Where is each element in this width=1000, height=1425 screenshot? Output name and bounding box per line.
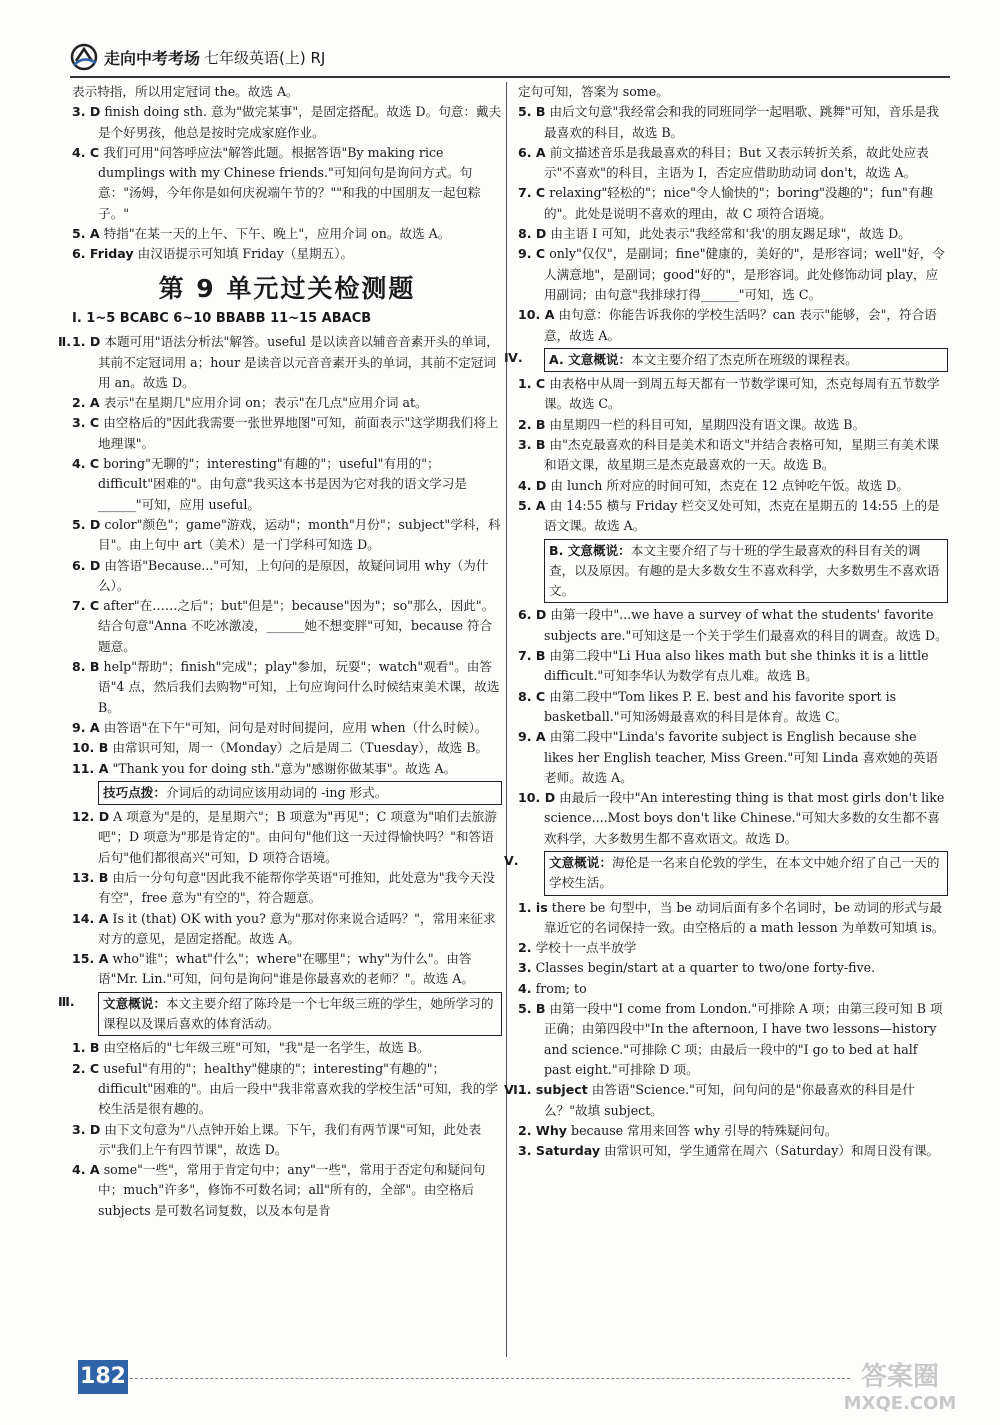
- answer-explanation: relaxing"轻松的"；nice"令人愉快的"；boring"没趣的"；fun"有趣的"。此处是说明不喜欢的理由，故 C 项符合语境。: [544, 185, 933, 221]
- answer-number: 5. A: [72, 226, 100, 242]
- answer-number: 1. subject: [518, 1082, 588, 1098]
- answer-item: [72, 413, 502, 454]
- answer-item: [72, 657, 502, 718]
- answer-item: [72, 868, 502, 909]
- answer-explanation: 前文描述音乐是我最喜欢的科目；But 又表示转折关系，故此处应表示"不喜欢"的科目，主语为 I，否定应借助助动词 don't，故选 A。: [544, 144, 929, 181]
- answer-explanation: there be 句型中，当 be 动词后面有多个名词时，be 动词的形式与最靠近它的名词保持一致。由空格后的 a math lesson 为单数可知填 is。: [544, 899, 945, 935]
- answer-item: [518, 938, 948, 958]
- answer-item: [518, 435, 948, 476]
- roman-IV: Ⅳ.: [504, 349, 523, 365]
- answer-number: 4. A: [72, 1162, 100, 1178]
- answer-explanation: 由常识可知，学生通常在周六（Saturday）和周日没有课。: [604, 1143, 940, 1159]
- answer-number: 8. B: [72, 659, 100, 675]
- section-IV: [504, 348, 948, 849]
- answer-number: 1. B: [72, 1040, 100, 1056]
- answer-explanation: help"帮助"；finish"完成"；play"参加，玩耍"；watch"观看"。由答语"4 点，然后我们去购物"可知，上句应询问什么时候结束美术课，故选 B。: [98, 659, 500, 715]
- answer-item: [72, 1059, 502, 1120]
- answer-item: [72, 949, 502, 990]
- answer-item: [72, 556, 502, 597]
- answer-explanation: 本题可用"语法分析法"解答。useful 是以读音以辅音音素开头的单词，其前不定冠词用 a；hour 是读音以元音音素开头的单词，其前不定冠词用 an。故选 D。: [98, 334, 499, 390]
- answer-item: [72, 224, 502, 244]
- answer-number: 11. A: [72, 760, 109, 776]
- answer-explanation: 学校十一点半放学: [535, 940, 637, 956]
- answer-item: [72, 807, 502, 868]
- answer-number: 1. C: [518, 376, 546, 392]
- summary-box-V: [544, 851, 948, 896]
- section-II-items-b: [72, 807, 502, 990]
- answer-explanation: 由第二段中"Li Hua also likes math but she thinks it is a little difficult."可知李华认为数学有点儿难。故选 B。: [544, 648, 929, 684]
- answer-item: [518, 605, 948, 646]
- svg-text:MXQE.COM: MXQE.COM: [843, 1393, 957, 1414]
- answer-explanation: 由第二段中"Tom likes P. E. best and his favorite sport is basketball."可知汤姆最喜欢的科目是体育。故选 C。: [544, 688, 897, 724]
- answer-item: [72, 596, 502, 657]
- right-column: [504, 82, 948, 1161]
- answer-item: [518, 687, 948, 728]
- answer-number: 10. A: [518, 307, 555, 323]
- answer-item: [518, 224, 948, 244]
- answer-number: 8. D: [518, 226, 547, 242]
- watermark-logo-icon: [820, 1355, 980, 1417]
- left-column: [58, 82, 502, 1221]
- answer-explanation: 由第二段中"Linda's favorite subject is English because she likes her English teacher, Miss Green."可知 Linda 喜欢她的英语老师。故选 A。: [544, 729, 939, 785]
- answer-number: 2. A: [72, 395, 100, 411]
- section-V-items: [518, 898, 948, 1081]
- answer-number: 1. D: [72, 334, 101, 350]
- section-IV-items: [518, 374, 948, 536]
- answer-number: 3. Saturday: [518, 1143, 601, 1159]
- answer-item: [518, 979, 948, 999]
- answer-item: [518, 496, 948, 537]
- tip-label: 技巧点拨：: [103, 784, 166, 800]
- answer-number: 3.: [518, 960, 532, 976]
- answer-explanation: 表示"在星期几"应用介词 on；表示"在几点"应用介词 at。: [103, 395, 428, 411]
- right-top-answers: [518, 82, 948, 346]
- answer-explanation: 由空格后的"七年级三班"可知，"我"是一名学生，故选 B。: [103, 1040, 430, 1056]
- answer-number: 3. D: [72, 104, 101, 120]
- answer-explanation: only"仅仅"，是副词；fine"健康的，美好的"，是形容词；well"好，令人满意地"，是副词；good"好的"，是形容词。此处修饰动词 play，应用副词；由句意"我排球打得______"可知，选 C。: [544, 246, 945, 302]
- answer-number: 2.: [518, 940, 532, 956]
- roman-V: Ⅴ.: [504, 852, 519, 868]
- answer-item: [72, 1038, 502, 1058]
- section-II-items: [72, 332, 502, 779]
- answer-item: [72, 718, 502, 738]
- answer-item: [518, 958, 948, 978]
- section-I-answers: I. 1~5 BCABC 6~10 BBABB 11~15 ABACB: [72, 310, 372, 326]
- section-IV-items-b: [518, 605, 948, 849]
- answer-explanation: Is it (that) OK with you? 意为"那对你来说合适吗？"，常用来征求对方的意见，是固定搭配。故选 A。: [98, 910, 496, 946]
- answer-explanation: some"一些"，常用于肯定句中；any"一些"，常用于否定句和疑问句中；much"许多"，修饰不可数名词；all"所有的，全部"。由空格后 subjects 是可数名词复数，以及本句是肯: [98, 1162, 486, 1218]
- answer-item: [518, 1141, 948, 1161]
- answer-item: [72, 738, 502, 758]
- answer-number: 6. A: [518, 144, 546, 160]
- answer-number: 6. D: [72, 557, 101, 573]
- answer-item: [518, 788, 948, 849]
- summary-text: 本文主要介绍了与十班的学生最喜欢的科目有关的调查，以及原因。有趣的是大多数女生不喜欢科学，大多数男生不喜欢语文。: [549, 542, 940, 599]
- answer-item: [72, 332, 502, 393]
- answer-number: 5. B: [518, 1001, 546, 1017]
- answer-explanation: who"谁"；what"什么"；where"在哪里"；why"为什么"。由答语"Mr. Lin."可知，问句是询问"谁是你最喜欢的老师？"。故选 A。: [98, 951, 474, 987]
- answer-explanation: 由表格中从周一到周五每天都有一节数学课可知，杰克每周有五节数学课。故选 C。: [544, 376, 940, 412]
- answer-item: [72, 454, 502, 515]
- summary-text: 本文主要介绍了杰克所在班级的课程表。: [631, 351, 858, 367]
- answer-item: [518, 102, 948, 143]
- answer-number: 2. C: [72, 1060, 100, 1076]
- answer-explanation: 我们可用"问答呼应法"解答此题。根据答语"By making rice dumplings with my Chinese friends."可知问句是询问方式。句意："汤姆，今年你是如何庆祝端午节的？""和我的中国朋友一起包粽子。": [98, 144, 481, 221]
- answer-number: 13. B: [72, 869, 109, 885]
- answer-item: [518, 646, 948, 687]
- continued-text: 定句可知，答案为 some。: [518, 84, 669, 99]
- answer-number: 3. B: [518, 437, 546, 453]
- answer-explanation: "Thank you for doing sth."意为"感谢你做某事"。故选 A。: [112, 760, 457, 776]
- answer-item: [518, 999, 948, 1080]
- answer-number: 5. B: [518, 104, 546, 120]
- roman-II: Ⅱ.: [58, 334, 72, 350]
- answer-number: 7. C: [72, 598, 100, 614]
- answer-number: 14. A: [72, 910, 109, 926]
- summary-label: B. 文意概说：: [549, 542, 631, 558]
- answer-number: 4.: [518, 980, 532, 996]
- answer-explanation: 由常识可知，周一（Monday）之后是周二（Tuesday），故选 B。: [112, 740, 489, 756]
- answer-explanation: 特指"在某一天的上午、下午、晚上"，应用介词 on。故选 A。: [103, 226, 451, 242]
- answer-explanation: 由汉语提示可知填 Friday（星期五）。: [137, 246, 354, 262]
- answer-item: [518, 415, 948, 435]
- summary-box-IVA: [544, 348, 948, 372]
- answer-explanation: 由星期四一栏的科目可知，星期四没有语文课。故选 B。: [549, 416, 866, 432]
- answer-item: [518, 305, 948, 346]
- answer-number: 4. D: [518, 477, 547, 493]
- unit-title: 第 9 单元过关检测题: [158, 273, 416, 303]
- answer-item: [72, 143, 502, 224]
- answer-explanation: 由 lunch 所对应的时间可知，杰克在 12 点钟吃午饭。故选 D。: [550, 477, 910, 493]
- answer-explanation: 由句意：你能告诉我你的学校生活吗？can 表示"能够，会"，符合语意，故选 A。: [544, 307, 937, 343]
- answer-explanation: 由最后一段中"An interesting thing is that most girls don't like science....Most boys don't like Chinese."可知大多数的女生都不喜欢科学，大多数男生都不喜欢语文。故选 D。: [544, 790, 945, 846]
- answer-explanation: 由第一段中"I come from London."可排除 A 项；由第三段可知 B 项正确；由第四段中"In the afternoon, I have two lessons—history and science."可排除 C 项；由最后一段中的"I go to bed at half past eight."可排除 D 项。: [544, 1001, 943, 1077]
- answer-explanation: Classes begin/start at a quarter to two/one forty-five.: [535, 960, 876, 976]
- roman-VI: Ⅵ.: [504, 1082, 523, 1098]
- answer-number: 1. is: [518, 899, 548, 915]
- answer-item: [72, 1160, 502, 1221]
- answer-item: [518, 1080, 948, 1121]
- page-number: 182: [78, 1360, 128, 1394]
- page-header: [70, 42, 325, 72]
- answer-item: [518, 1121, 948, 1141]
- section-V: [504, 851, 948, 1080]
- summary-box-IVB: [544, 539, 948, 604]
- roman-III: Ⅲ.: [58, 993, 75, 1009]
- summary-label: A. 文意概说：: [549, 351, 632, 367]
- answer-item: [518, 143, 948, 184]
- answer-number: 4. C: [72, 456, 100, 472]
- summary-text: 海伦是一名来自伦敦的学生，在本文中她介绍了自己一天的学校生活。: [549, 854, 940, 891]
- answer-explanation: boring"无聊的"；interesting"有趣的"；useful"有用的"；difficult"困难的"。由句意"我买这本书是因为它对我的语文学习是______"可知，应用 useful。: [98, 456, 467, 512]
- tip-box: [98, 781, 502, 805]
- answer-item: [72, 393, 502, 413]
- answer-explanation: 由后一分句句意"因此我不能帮你学英语"可推知，此处意为"我今天没有空"，free 意为"有空的"，符合题意。: [98, 869, 495, 906]
- answer-explanation: 由下文句意为"八点钟开始上课。下午，我们有两节课"可知，此处表示"我们上午有四节课"，故选 D。: [98, 1121, 482, 1157]
- section-II: [58, 332, 502, 779]
- answer-explanation: 由 14:55 横与 Friday 栏交叉处可知，杰克在星期五的 14:55 上的是语文课。故选 A。: [544, 497, 940, 534]
- answer-item: [518, 374, 948, 415]
- svg-text:答案圈: 答案圈: [860, 1362, 940, 1392]
- answer-explanation: 由第一段中"...we have a survey of what the students' favorite subjects are."可知这是一个关于学生们最喜欢的科目的调查。故选 D。: [544, 607, 948, 643]
- answer-item: [72, 244, 502, 264]
- answer-number: 3. D: [72, 1121, 101, 1137]
- answer-explanation: 由后文句意"我经常会和我的同班同学一起唱歌、跳舞"可知，音乐是我最喜欢的科目，故选 B。: [544, 104, 939, 140]
- book-subtitle: 七年级英语(上) RJ: [204, 48, 326, 67]
- answer-item: [72, 1120, 502, 1161]
- footer-rule: [130, 1378, 850, 1379]
- answer-explanation: 由空格后的"因此我需要一张世界地图"可知，前面表示"这学期我们将上地理课"。: [98, 415, 499, 451]
- answer-item: [72, 515, 502, 556]
- answer-explanation: A 项意为"是的，是星期六"；B 项意为"再见"；C 项意为"咱们去旅游吧"；D 项意为"那是肯定的"。由问句"他们这一天过得愉快吗？"和答语后句"他们都很高兴"可知，D 项符合语境。: [98, 809, 497, 865]
- answer-item: [518, 727, 948, 788]
- answer-explanation: finish doing sth. 意为"做完某事"，是固定搭配。故选 D。句意：戴夫是个好男孩，他总是按时完成家庭作业。: [98, 104, 502, 140]
- answer-number: 9. A: [72, 719, 100, 735]
- summary-text: 本文主要介绍了陈玲是一个七年级三班的学生，她所学习的课程以及课后喜欢的体育活动。: [103, 995, 494, 1032]
- left-top-answers: [72, 82, 502, 265]
- logo-icon: [70, 43, 98, 71]
- answer-item: [518, 898, 948, 939]
- answer-explanation: useful"有用的"；healthy"健康的"；interesting"有趣的"；difficult"困难的"。由后一段中"我非常喜欢我的学校生活"可知，我的学校生活是很有趣的。: [98, 1060, 498, 1117]
- summary-box-III: [98, 992, 502, 1037]
- answer-number: 10. D: [518, 790, 556, 806]
- answer-explanation: 由"杰克最喜欢的科目是美术和语文"并结合表格可知，星期三有美术课和语文课，故星期三是杰克最喜欢的一天。故选 B。: [544, 437, 939, 473]
- answer-explanation: because 常用来回答 why 引导的特殊疑问句。: [571, 1122, 838, 1138]
- answer-number: 3. C: [72, 415, 100, 431]
- summary-label: 文意概说：: [103, 995, 166, 1011]
- answer-explanation: after"在……之后"；but"但是"；because"因为"；so"那么，因此"。结合句意"Anna 不吃冰激凌，______她不想变胖"可知，because 符合题意。: [98, 598, 495, 654]
- answer-number: 7. C: [518, 185, 546, 201]
- answer-number: 5. A: [518, 497, 546, 513]
- continued-text: 表示特指，所以用定冠词 the。故选 A。: [72, 84, 299, 99]
- answer-item: [518, 476, 948, 496]
- section-VI-items: [518, 1080, 948, 1161]
- answer-number: 2. B: [518, 416, 546, 432]
- answer-number: 9. C: [518, 246, 546, 262]
- answer-explanation: from; to: [535, 980, 587, 996]
- column-divider: [506, 82, 507, 1357]
- answer-number: 15. A: [72, 951, 109, 967]
- answer-item: [518, 244, 948, 305]
- answer-item: [72, 909, 502, 950]
- section-III: [58, 992, 502, 1221]
- answer-number: 10. B: [72, 740, 109, 756]
- answer-number: 7. B: [518, 648, 546, 664]
- answer-number: 6. Friday: [72, 246, 134, 262]
- tip-text: 介词后的动词应该用动词的 -ing 形式。: [165, 784, 388, 800]
- answer-explanation: 由答语"Science."可知，问句问的是"你最喜欢的科目是什么？"故填 subject。: [544, 1082, 915, 1118]
- answer-number: 4. C: [72, 144, 100, 160]
- answer-explanation: color"颜色"；game"游戏，运动"；month"月份"；subject"学科，科目"。由上句中 art（美术）是一门学科可知选 D。: [98, 516, 501, 553]
- brand-name: 走向中考考场: [104, 48, 201, 68]
- header-rule: [70, 76, 950, 78]
- section-III-items: [72, 1038, 502, 1221]
- answer-explanation: 由主语 I 可知，此处表示"我经常和'我'的朋友踢足球"，故选 D。: [550, 226, 911, 242]
- answer-number: 9. A: [518, 729, 546, 745]
- answer-item: [72, 759, 502, 779]
- answer-number: 8. C: [518, 688, 546, 704]
- answer-item: [518, 183, 948, 224]
- answer-explanation: 由答语"Because..."可知，上句问的是原因，故疑问词用 why（为什么）。: [98, 557, 489, 593]
- answer-number: 12. D: [72, 809, 110, 825]
- answer-number: 5. D: [72, 516, 101, 532]
- section-VI: [504, 1080, 948, 1161]
- answer-item: [72, 102, 502, 143]
- summary-label: 文意概说：: [549, 854, 612, 870]
- answer-number: 6. D: [518, 607, 547, 623]
- answer-explanation: 由答语"在下午"可知，问句是对时间提问，应用 when（什么时候）。: [103, 719, 488, 735]
- answer-number: 2. Why: [518, 1122, 567, 1138]
